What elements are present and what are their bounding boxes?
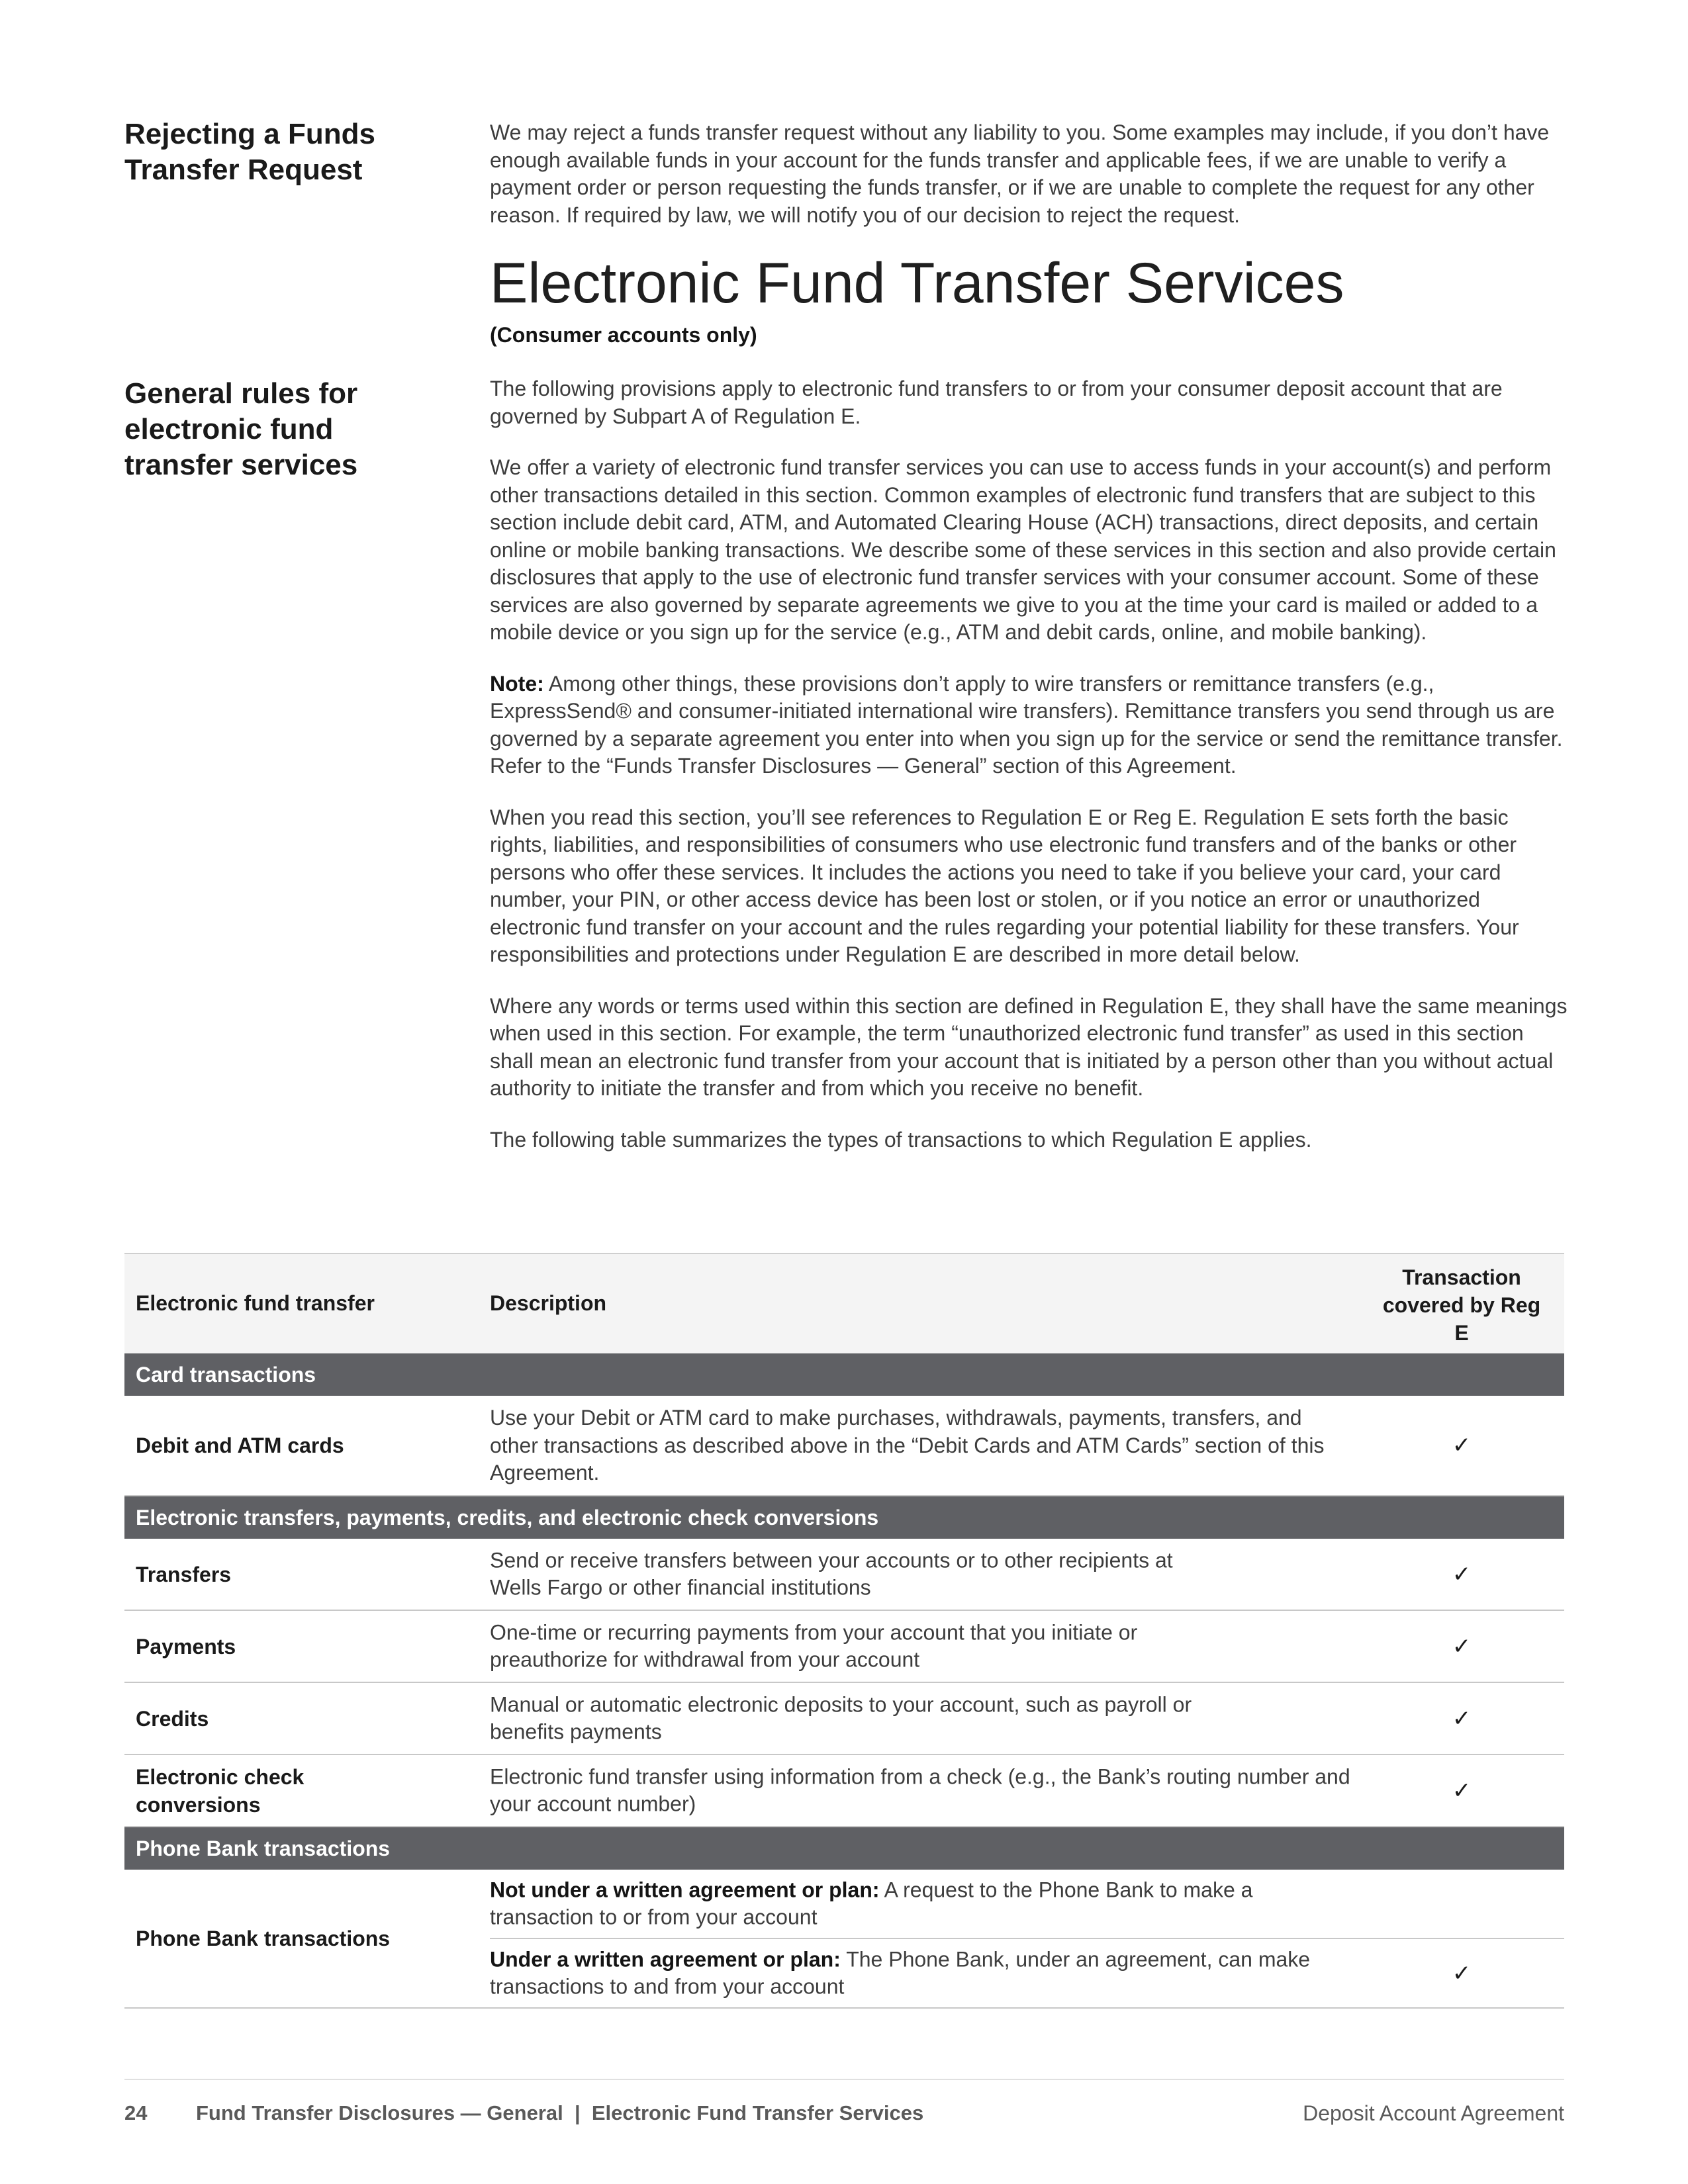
- header-electronic-fund-transfer: Electronic fund transfer: [136, 1291, 375, 1315]
- row-description: [490, 1876, 1350, 1931]
- reg-e-table: [124, 1253, 1564, 2009]
- footer-document-title: Deposit Account Agreement: [1303, 2101, 1564, 2125]
- row-name: Electronic check conversions: [136, 1764, 305, 1817]
- page-footer: [124, 2079, 1564, 2133]
- row-description: Manual or automatic electronic deposits to your account, such as payroll or benefits payments: [490, 1692, 1192, 1744]
- table-row: [124, 1870, 1564, 2009]
- row-name: Payments: [136, 1634, 236, 1659]
- general-note: [490, 670, 1569, 780]
- row-name: Debit and ATM cards: [136, 1433, 344, 1457]
- sub-row-label: Not under a written agreement or plan:: [490, 1878, 880, 1901]
- table-header: [124, 1253, 1564, 1353]
- rejecting-heading: Rejecting a Funds Transfer Request: [124, 118, 375, 186]
- table-row: [124, 1396, 1564, 1496]
- general-paragraph-6: The following table summarizes the types of transactions to which Regulation E applies.: [490, 1127, 1312, 1152]
- sub-row-label: Under a written agreement or plan:: [490, 1947, 841, 1971]
- table-row: [124, 1539, 1564, 1611]
- rejecting-text: We may reject a funds transfer request without any liability to you. Some examples may include, if you don’t have enough available funds in your account for the funds transfer and applicable fees, if we are unable to verify a payment order or person requesting the funds transfer, or if we are unable to complete the request for any other reason. If required by law, we will notify you of our decision to reject the request.: [490, 120, 1550, 227]
- row-description: [490, 1946, 1350, 2001]
- row-description: Send or receive transfers between your accounts or to other recipients at Wells Fargo or other financial institutions: [490, 1548, 1173, 1600]
- checkmark-icon: ✓: [1452, 1561, 1472, 1587]
- note-text: Among other things, these provisions don’t apply to wire transfers or remittance transfers (e.g., ExpressSend® and consumer-initiated international wire transfers). Remittance transfers you send through us are governed by a separate agreement you enter into when you sign up for the service or send the remittance transfer. Refer to the “Funds Transfer Disclosures — General” section of this Agreement.: [490, 671, 1563, 778]
- sub-row-text: The Phone Bank, under an agreement, can make transactions to and from your account: [490, 1947, 1311, 1999]
- checkmark-icon: ✓: [1452, 1633, 1472, 1659]
- sub-row: [490, 1939, 1564, 2007]
- general-paragraph-1: The following provisions apply to electronic fund transfers to or from your consumer deposit account that are governed by Subpart A of Regulation E.: [490, 377, 1503, 428]
- page-number: 24: [124, 2101, 148, 2124]
- header-description: Description: [490, 1291, 607, 1315]
- table-row: [124, 1755, 1564, 1827]
- row-description: Electronic fund transfer using information from a check (e.g., the Bank’s routing number and your account number): [490, 1764, 1350, 1816]
- row-description: Use your Debit or ATM card to make purchases, withdrawals, payments, transfers, and other transactions as described above in the “Debit Cards and ATM Cards” section of this Agreement.: [490, 1405, 1325, 1484]
- checkmark-icon: ✓: [1452, 1960, 1472, 1986]
- sub-row-text: A request to the Phone Bank to make a transaction to or from your account: [490, 1878, 1253, 1929]
- note-label: Note:: [490, 671, 544, 696]
- page-subtitle: (Consumer accounts only): [490, 323, 757, 347]
- general-paragraph-5: Where any words or terms used within this section are defined in Regulation E, they shall have the same meanings when used in this section. For example, the term “unauthorized electronic fund transfer” as used in this section shall mean an electronic fund transfer from your account that is initiated by a person other than you without actual authority to initiate the transfer and from which you receive no benefit.: [490, 993, 1568, 1100]
- sub-row: [490, 1870, 1564, 1939]
- general-rules-heading: General rules for electronic fund transfer services: [124, 377, 358, 481]
- row-name: Phone Bank transactions: [136, 1927, 391, 1950]
- table-row: [124, 1683, 1564, 1755]
- row-name: Transfers: [136, 1562, 232, 1586]
- general-paragraph-2: We offer a variety of electronic fund transfer services you can use to access funds in your account(s) and perform other transactions detailed in this section. Common examples of electronic fund transfers that are subject to this section include debit card, ATM, and Automated Clearing House (ACH) transactions, direct deposits, and certain online or mobile banking transactions. We describe some of these services in this section and also provide certain disclosures that apply to the use of electronic fund transfer services with your consumer account. Some of these services are also governed by separate agreements we give to you at the time your card is mailed or added to a mobile device or you sign up for the service (e.g., ATM and debit cards, online, and mobile banking).: [490, 455, 1556, 644]
- footer-section: Fund Transfer Disclosures — General | Electronic Fund Transfer Services: [196, 2101, 924, 2124]
- checkmark-icon: ✓: [1452, 1778, 1472, 1803]
- table-row: [124, 1611, 1564, 1683]
- group-electronic-transfers: Electronic transfers, payments, credits, and electronic check conversions: [124, 1496, 1564, 1539]
- group-card-transactions: Card transactions: [124, 1353, 1564, 1396]
- row-name: Credits: [136, 1706, 209, 1731]
- checkmark-icon: ✓: [1452, 1433, 1472, 1458]
- row-description: One-time or recurring payments from your account that you initiate or preauthorize for withdrawal from your account: [490, 1620, 1138, 1672]
- page-title: Electronic Fund Transfer Services: [490, 251, 1344, 315]
- general-paragraph-4: When you read this section, you’ll see references to Regulation E or Reg E. Regulation E sets forth the basic rights, liabilities, and responsibilities of consumers who use electronic fund transfers and of the banks or other persons who offer these services. It includes the actions you need to take if you believe your card, your card number, your PIN, or other access device has been lost or stolen, or if you notice an error or unauthorized electronic fund transfer on your account and the rules regarding your potential liability for these transfers. Your responsibilities and protections under Regulation E are described in more detail below.: [490, 805, 1519, 966]
- group-phone-bank: Phone Bank transactions: [124, 1827, 1564, 1870]
- checkmark-icon: ✓: [1452, 1706, 1472, 1731]
- header-covered-by-reg-e: Transaction covered by Reg E: [1382, 1265, 1541, 1345]
